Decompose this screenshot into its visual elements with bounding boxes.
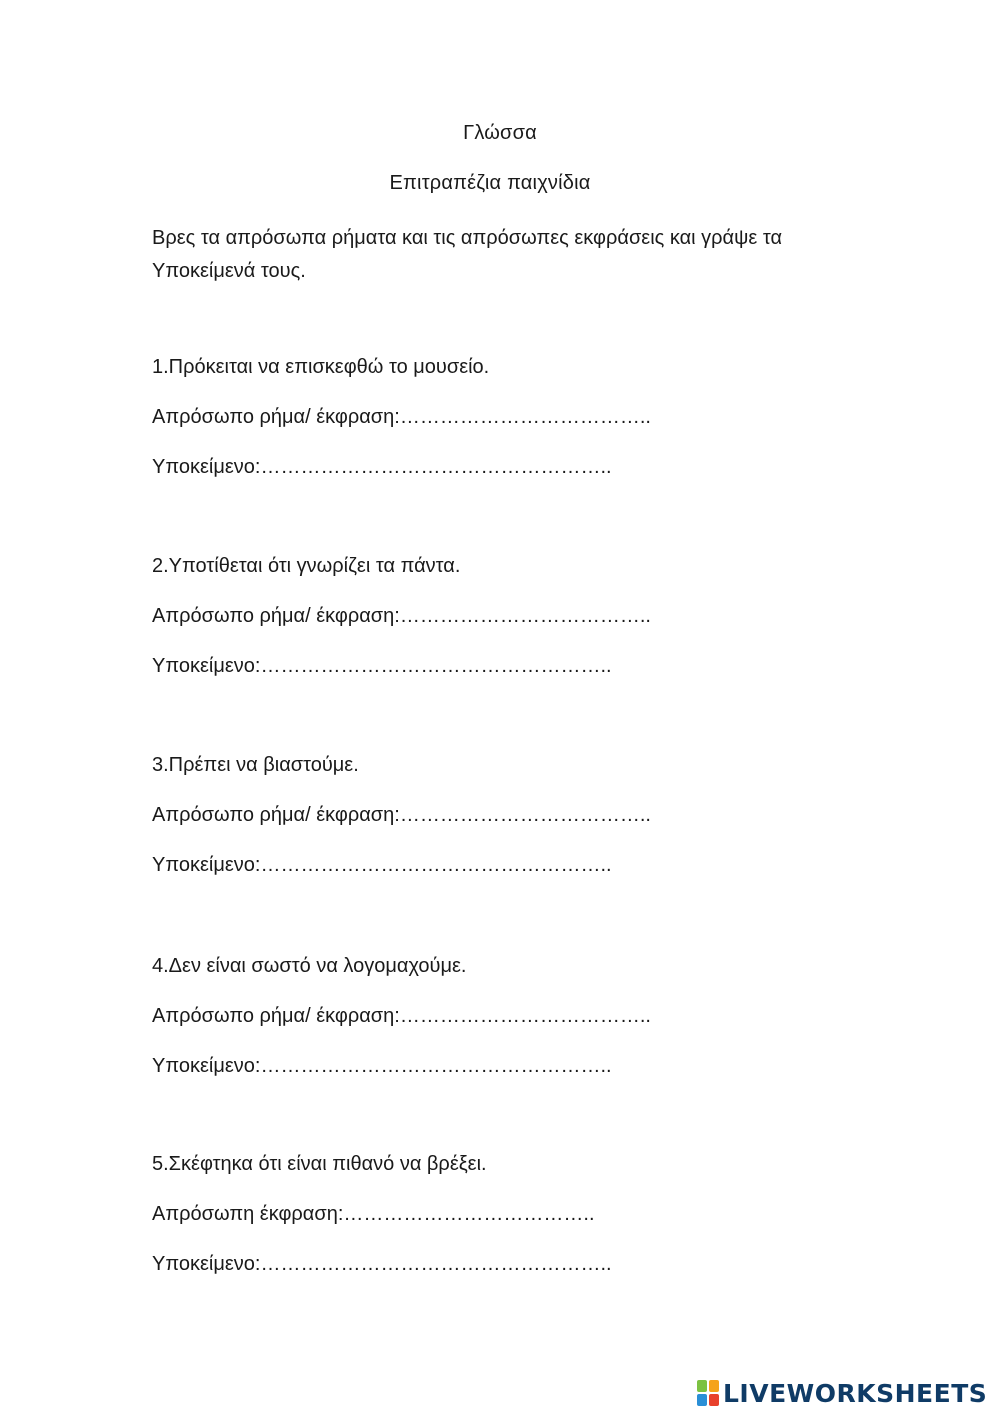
exercise-sentence: 4.Δεν είναι σωστό να λογομαχούμε. [152, 955, 467, 977]
liveworksheets-wordmark: LIVEWORKSHEETS [723, 1378, 988, 1408]
expression-answer-line[interactable]: Απρόσωπο ρήμα/ έκφραση:……………………………….. [152, 605, 651, 627]
subject-answer-line[interactable]: Υποκείμενο:…………………………………………….. [152, 655, 612, 677]
subject-answer-line[interactable]: Υποκείμενο:…………………………………………….. [152, 1055, 612, 1077]
expression-answer-line[interactable]: Απρόσωπη έκφραση:……………………………….. [152, 1203, 595, 1225]
expression-answer-line[interactable]: Απρόσωπο ρήμα/ έκφραση:……………………………….. [152, 804, 651, 826]
liveworksheets-brand [697, 1376, 987, 1410]
liveworksheets-logo-icon [697, 1380, 719, 1406]
exercise-1 [152, 352, 852, 502]
worksheet-instructions: Βρες τα απρόσωπα ρήματα και τις απρόσωπες εκφράσεις και γράψε τα Υποκείμενά τους. [152, 227, 783, 282]
exercise-sentence: 1.Πρόκειται να επισκεφθώ το μουσείο. [152, 356, 490, 378]
expression-answer-line[interactable]: Απρόσωπο ρήμα/ έκφραση:……………………………….. [152, 1005, 651, 1027]
exercise-3 [152, 750, 852, 900]
worksheet-title: Γλώσσα [463, 122, 537, 144]
subject-answer-line[interactable]: Υποκείμενο:…………………………………………….. [152, 456, 612, 478]
subject-answer-line[interactable]: Υποκείμενο:…………………………………………….. [152, 854, 612, 876]
exercise-sentence: 5.Σκέφτηκα ότι είναι πιθανό να βρέξει. [152, 1153, 487, 1175]
worksheet-subtitle: Επιτραπέζια παιχνίδια [389, 172, 591, 194]
exercise-sentence: 2.Υποτίθεται ότι γνωρίζει τα πάντα. [152, 555, 461, 577]
expression-answer-line[interactable]: Απρόσωπο ρήμα/ έκφραση:……………………………….. [152, 406, 651, 428]
exercise-4 [152, 951, 852, 1101]
subject-answer-line[interactable]: Υποκείμενο:…………………………………………….. [152, 1253, 612, 1275]
exercise-sentence: 3.Πρέπει να βιαστούμε. [152, 754, 359, 776]
exercise-2 [152, 551, 852, 701]
exercise-5 [152, 1149, 852, 1299]
